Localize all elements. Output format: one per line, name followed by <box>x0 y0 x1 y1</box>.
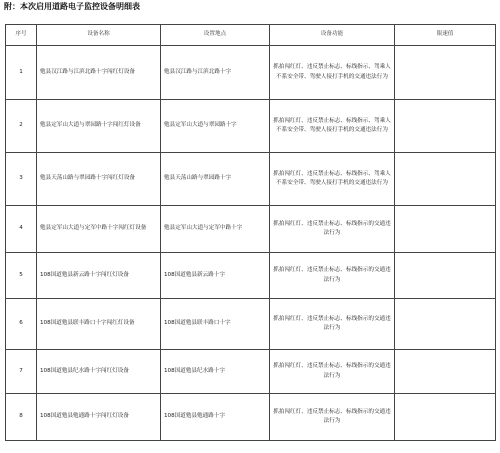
row-location: 勉县汉江路与江滨北路十字 <box>161 46 270 100</box>
row-name: 勉县定军山大道与定军中路十字闯红灯设备 <box>37 206 161 253</box>
row-location: 勉县天荡山路与翠园路十字 <box>161 153 270 206</box>
row-function: 抓拍闯红灯、违反禁止标志、标线指示、驾乘人不系安全带、驾驶人接打手机的交通违法行为 <box>270 46 395 100</box>
row-function: 抓拍闯红灯、违反禁止标志、标线指示的交通违法行为 <box>270 206 395 253</box>
table-row <box>6 394 496 441</box>
header-location: 设置地点 <box>161 25 270 46</box>
row-name: 108国道勉县新云路十字闯红灯设备 <box>37 253 161 299</box>
table-header-row <box>6 25 496 46</box>
row-speed <box>395 100 496 153</box>
row-function: 抓拍闯红灯、违反禁止标志、标线指示的交通违法行为 <box>270 253 395 299</box>
row-speed <box>395 46 496 100</box>
row-no: 5 <box>6 253 37 299</box>
row-function: 抓拍闯红灯、违反禁止标志、标线指示的交通违法行为 <box>270 299 395 350</box>
table-row <box>6 46 496 100</box>
row-location: 勉县定军山大道与定军中路十字 <box>161 206 270 253</box>
header-no: 序号 <box>6 25 37 46</box>
row-function: 抓拍闯红灯、违反禁止标志、标线指示的交通违法行为 <box>270 350 395 394</box>
row-name: 勉县定军山大道与翠园路十字闯红灯设备 <box>37 100 161 153</box>
row-location: 108国道勉县纪水路十字 <box>161 350 270 394</box>
table-row <box>6 253 496 299</box>
row-no: 8 <box>6 394 37 441</box>
row-location: 108国道勉县新云路十字 <box>161 253 270 299</box>
header-name: 设备名称 <box>37 25 161 46</box>
row-speed <box>395 206 496 253</box>
header-function: 设备功能 <box>270 25 395 46</box>
document-title: 附：本次启用道路电子监控设备明细表 <box>4 2 140 11</box>
header-speed-limit: 限速值 <box>395 25 496 46</box>
row-location: 108国道勉县勉通路十字 <box>161 394 270 441</box>
row-name: 勉县天荡山路与翠园路十字闯红灯设备 <box>37 153 161 206</box>
row-location: 108国道勉县联丰路口十字 <box>161 299 270 350</box>
row-name: 108国道勉县纪水路十字闯红灯设备 <box>37 350 161 394</box>
row-location: 勉县定军山大道与翠园路十字 <box>161 100 270 153</box>
equipment-table <box>5 24 496 441</box>
row-no: 7 <box>6 350 37 394</box>
row-name: 108国道勉县联丰路口十字闯红灯设备 <box>37 299 161 350</box>
row-no: 3 <box>6 153 37 206</box>
row-speed <box>395 394 496 441</box>
row-name: 勉县汉江路与江滨北路十字闯红灯设备 <box>37 46 161 100</box>
row-no: 4 <box>6 206 37 253</box>
table-row <box>6 206 496 253</box>
row-function: 抓拍闯红灯、违反禁止标志、标线指示的交通违法行为 <box>270 394 395 441</box>
row-name: 108国道勉县勉通路十字闯红灯设备 <box>37 394 161 441</box>
row-no: 1 <box>6 46 37 100</box>
row-speed <box>395 350 496 394</box>
table-row <box>6 299 496 350</box>
table-row <box>6 350 496 394</box>
row-no: 2 <box>6 100 37 153</box>
table-row <box>6 100 496 153</box>
row-no: 6 <box>6 299 37 350</box>
row-speed <box>395 153 496 206</box>
row-speed <box>395 299 496 350</box>
table-row <box>6 153 496 206</box>
row-function: 抓拍闯红灯、违反禁止标志、标线指示、驾乘人不系安全带、驾驶人接打手机的交通违法行为 <box>270 153 395 206</box>
row-function: 抓拍闯红灯、违反禁止标志、标线指示、驾乘人不系安全带、驾驶人接打手机的交通违法行为 <box>270 100 395 153</box>
row-speed <box>395 253 496 299</box>
